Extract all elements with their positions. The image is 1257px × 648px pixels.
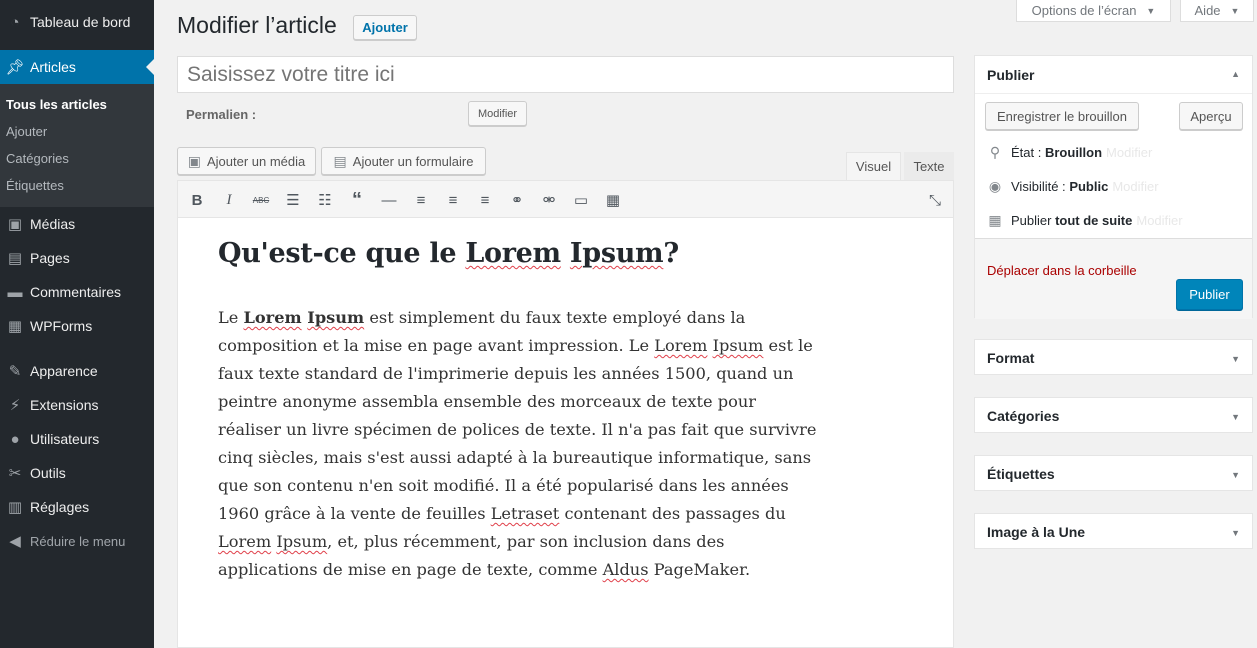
toolbar-toggle-icon[interactable]: ▦ [605,192,621,209]
calendar-icon: ▦ [988,212,1002,228]
content-paragraph: Le Lorem Ipsum est simplement du faux texte employé dans la composition et la mise en page avant impression. Le Lorem Ipsum est le faux texte standard de l'imprimerie depuis les années 1500, quand un peintre anonyme assembla ensemble des morceaux de texte pour réaliser un livre spécimen de polices de texte. Il n'a pas fait que survivre cinq siècles, mais s'est aussi adapté à la bureautique informatique, sans que son contenu n'en soit modifié. Il a été popularisé dans les années 1960 grâce à la vente de feuilles Letraset contenant des passages du Lorem Ipsum, et, plus récemment, par son inclusion dans des applications de mise en page de texte, comme Aldus PageMaker. [218,308,817,579]
heading-word-ipsum: Ipsum [569,238,664,269]
menu-articles-label: Articles [30,59,76,75]
publish-box [974,55,1253,318]
align-center-icon[interactable]: ≡ [448,191,458,209]
admin-sidebar [0,0,154,648]
caret-down-icon[interactable]: ▼ [1231,470,1240,480]
status-label: État : [1011,145,1042,160]
collapse-menu[interactable] [0,524,154,558]
heading-word-lorem: Lorem [465,238,561,269]
featured-image-box[interactable] [974,513,1253,549]
menu-users[interactable] [0,422,154,456]
read-more-icon[interactable]: ▭ [573,192,589,209]
add-form-label: Ajouter un formulaire [352,153,474,169]
form-icon: ▦ [7,318,23,335]
save-draft-button[interactable]: Enregistrer le brouillon [985,102,1139,130]
menu-settings[interactable] [0,490,154,524]
add-form-button[interactable] [321,147,486,175]
menu-articles[interactable] [0,50,154,84]
publish-header [975,56,1252,94]
menu-pages[interactable] [0,241,154,275]
visibility-row [985,178,1159,195]
visibility-edit-link[interactable]: Modifier [1112,179,1159,194]
menu-extensions[interactable] [0,388,154,422]
permalink-label: Permalien : [186,107,257,122]
editor-content[interactable] [177,218,954,648]
schedule-label: Publier [1011,213,1052,228]
tags-title: Étiquettes [987,466,1055,482]
status-row [985,144,1152,161]
schedule-row [985,212,1183,229]
caret-down-icon: ▼ [1146,5,1156,16]
bold-icon[interactable]: B [191,191,203,209]
menu-appearance-label: Apparence [30,363,98,379]
align-right-icon[interactable]: ≡ [480,191,490,209]
add-media-label: Ajouter un média [206,153,306,169]
screen-options-tab[interactable] [1016,0,1171,22]
submenu-categories[interactable]: Catégories [6,151,69,166]
publish-title: Publier [987,67,1035,83]
wrench-icon: ✂︎ [8,465,22,482]
add-media-button[interactable] [177,147,316,175]
tab-visual[interactable]: Visuel [846,152,901,180]
preview-button[interactable]: Aperçu [1179,102,1243,130]
menu-media-label: Médias [30,216,76,232]
menu-dashboard-label: Tableau de bord [30,14,131,30]
categories-box[interactable] [974,397,1253,433]
help-tab[interactable] [1180,0,1254,22]
categories-title: Catégories [987,408,1060,424]
italic-icon[interactable]: I [226,191,232,208]
articles-submenu [0,84,154,207]
menu-users-label: Utilisateurs [30,431,100,447]
caret-down-icon: ▼ [1230,5,1240,16]
content-heading [218,238,679,269]
heading-text: Qu'est-ce que le [218,238,466,269]
align-left-icon[interactable]: ≡ [416,191,426,209]
comment-icon: ▬ [7,283,23,301]
menu-comments[interactable] [0,275,154,309]
menu-wpforms-label: WPForms [30,318,93,334]
menu-dashboard[interactable] [0,5,154,39]
menu-media[interactable] [0,207,154,241]
pin-icon: 📌︎ [5,59,25,76]
plugin-icon: ⚡︎ [9,397,21,414]
dashboard-icon: ◔ [10,13,20,31]
schedule-value: tout de suite [1055,213,1133,228]
submenu-tags[interactable]: Étiquettes [6,178,64,193]
menu-settings-label: Réglages [30,499,90,515]
user-icon: ● [10,430,20,448]
publish-button[interactable]: Publier [1176,279,1243,310]
collapse-icon: ◀ [9,533,21,550]
brush-icon: ✎ [8,363,22,380]
menu-tools[interactable] [0,456,154,490]
caret-down-icon[interactable]: ▼ [1231,354,1240,364]
add-new-button[interactable]: Ajouter [353,15,417,40]
menu-comments-label: Commentaires [30,284,122,300]
unlink-icon[interactable]: ⚮ [542,192,556,209]
menu-wpforms[interactable] [0,309,154,343]
media-icon: ▣ [187,152,201,169]
featured-image-title: Image à la Une [987,524,1086,540]
move-to-trash-link[interactable]: Déplacer dans la corbeille [987,263,1137,278]
menu-pages-label: Pages [30,250,70,266]
link-icon[interactable]: ⚭ [510,192,524,209]
numbered-list-icon[interactable]: ☷ [318,192,332,209]
pin-icon: ⚲ [989,144,1001,160]
menu-appearance[interactable] [0,354,154,388]
bullet-list-icon[interactable]: ☰ [286,192,300,209]
visibility-value: Public [1069,179,1109,194]
tab-text[interactable]: Texte [904,152,954,180]
editor-toolbar [177,180,954,218]
caret-up-icon[interactable]: ▲ [1231,69,1240,79]
settings-icon: ▥ [7,499,23,516]
eye-icon: ◉ [988,178,1002,194]
fullscreen-icon[interactable]: ⤡ [928,191,941,209]
status-value: Brouillon [1044,145,1103,160]
status-edit-link[interactable]: Modifier [1106,145,1153,160]
format-box[interactable] [974,339,1253,375]
form-icon: ▤ [333,152,347,169]
submenu-all-articles[interactable]: Tous les articles [6,97,107,112]
media-icon: ▣ [7,216,23,233]
publish-actions [975,238,1252,319]
visibility-label: Visibilité : [1011,179,1066,194]
title-input[interactable] [177,56,954,93]
caret-down-icon[interactable]: ▼ [1231,528,1240,538]
menu-extensions-label: Extensions [30,397,99,413]
screen-options-label: Options de l’écran [1031,3,1137,18]
schedule-edit-link[interactable]: Modifier [1136,213,1183,228]
tags-box[interactable] [974,455,1253,491]
strikethrough-icon[interactable]: ABC [252,195,270,205]
permalink-edit-button[interactable]: Modifier [468,101,527,126]
caret-down-icon[interactable]: ▼ [1231,412,1240,422]
horizontal-line-icon[interactable]: — [381,191,397,209]
format-title: Format [987,350,1035,366]
page-title: Modifier l’article [177,12,337,38]
help-label: Aide [1194,3,1221,18]
collapse-menu-label: Réduire le menu [30,533,126,549]
submenu-add[interactable]: Ajouter [6,124,48,139]
blockquote-icon[interactable]: “ [352,188,362,211]
menu-tools-label: Outils [30,465,66,481]
pages-icon: ▤ [7,250,23,267]
heading-end: ? [663,238,679,269]
